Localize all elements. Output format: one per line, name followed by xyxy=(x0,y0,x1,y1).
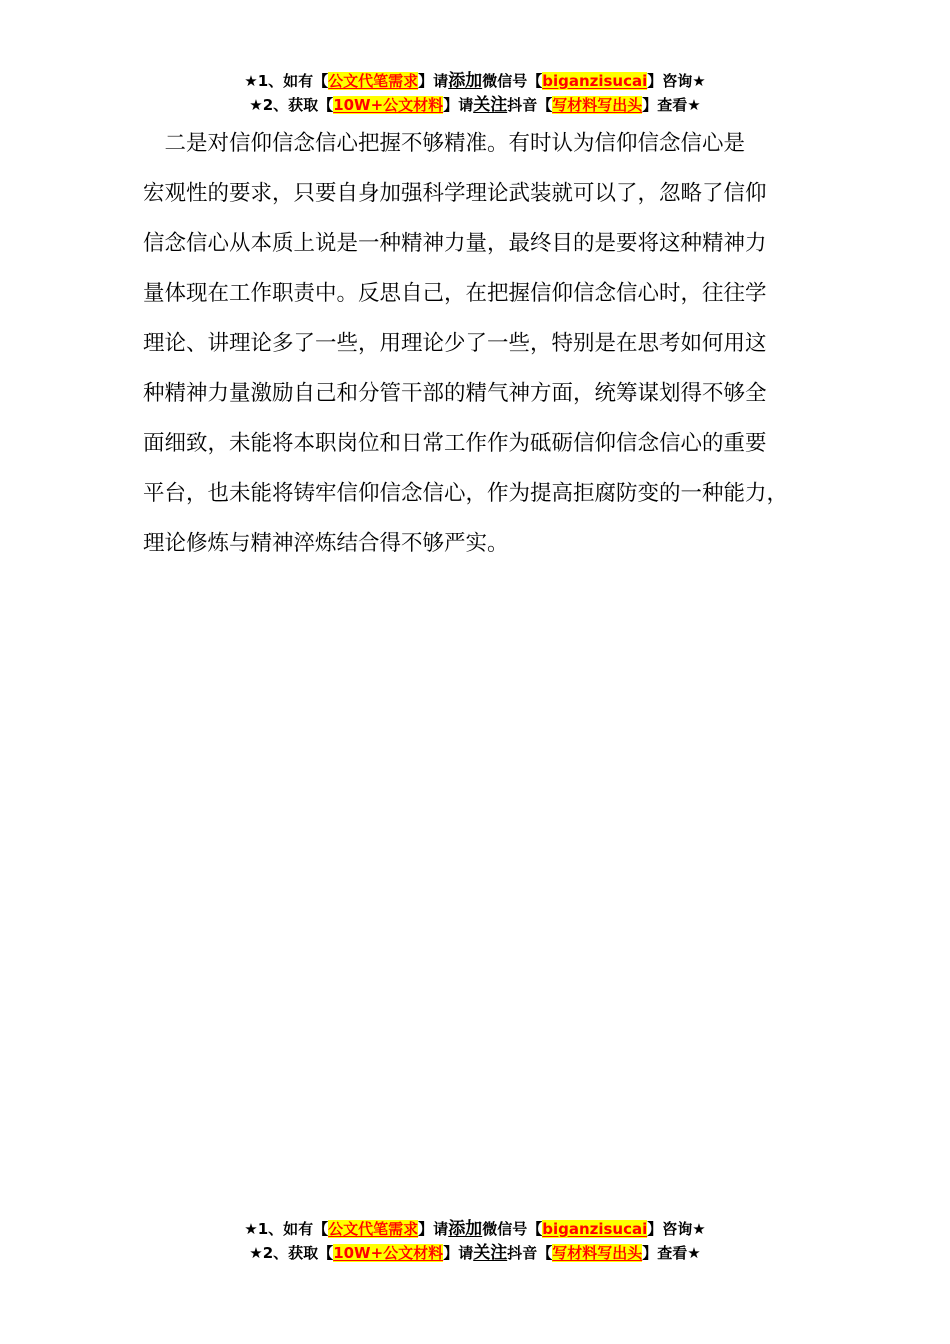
header-banner-line-2 xyxy=(0,93,950,117)
document-body xyxy=(143,119,843,569)
banner-text: ★2、获取【 xyxy=(249,1244,334,1262)
banner-text: 】查看★ xyxy=(642,1244,701,1262)
paragraph-line: 理论修炼与精神淬炼结合得不够严实。 xyxy=(143,531,509,556)
banner-emphasis: 关注 xyxy=(473,95,508,115)
banner-highlight: 10W+公文材料 xyxy=(333,96,444,114)
banner-highlight: biganzisucai xyxy=(542,72,648,90)
paragraph-line: 二是对信仰信念信心把握不够精准。有时认为信仰信念信心是 xyxy=(143,131,746,156)
banner-text: 】咨询★ xyxy=(647,1220,706,1238)
paragraph-line: 理论、讲理论多了一些，用理论少了一些，特别是在思考如何用这 xyxy=(143,331,767,356)
banner-text: 】咨询★ xyxy=(647,72,706,90)
banner-highlight: 公文代笔需求 xyxy=(328,72,419,90)
footer-banner-line-2 xyxy=(0,1241,950,1265)
paragraph-line: 量体现在工作职责中。反思自己，在把握信仰信念信心时，往往学 xyxy=(143,281,767,306)
footer-banner-line-1 xyxy=(0,1217,950,1241)
banner-highlight: 写材料写出头 xyxy=(552,96,643,114)
banner-text: 】请 xyxy=(418,1220,449,1238)
header-banner xyxy=(0,69,950,117)
banner-emphasis: 添加 xyxy=(448,71,483,91)
banner-highlight: biganzisucai xyxy=(542,1220,648,1238)
banner-text: ★2、获取【 xyxy=(249,96,334,114)
banner-text: 】请 xyxy=(443,96,474,114)
banner-text: ★1、如有【 xyxy=(244,1220,329,1238)
header-banner-line-1 xyxy=(0,69,950,93)
paragraph-line: 平台，也未能将铸牢信仰信念信心，作为提高拒腐防变的一种能力， xyxy=(143,481,789,506)
banner-text: 抖音【 xyxy=(507,96,553,114)
footer-banner xyxy=(0,1217,950,1265)
paragraph-line: 面细致，未能将本职岗位和日常工作作为砥砺信仰信念信心的重要 xyxy=(143,431,767,456)
banner-text: 微信号【 xyxy=(482,1220,543,1238)
banner-highlight: 公文代笔需求 xyxy=(328,1220,419,1238)
banner-emphasis: 关注 xyxy=(473,1243,508,1263)
banner-text: 微信号【 xyxy=(482,72,543,90)
banner-text: 抖音【 xyxy=(507,1244,553,1262)
paragraph-line: 信念信心从本质上说是一种精神力量，最终目的是要将这种精神力 xyxy=(143,231,767,256)
banner-highlight: 写材料写出头 xyxy=(552,1244,643,1262)
banner-text: 】请 xyxy=(443,1244,474,1262)
banner-text: ★1、如有【 xyxy=(244,72,329,90)
banner-highlight: 10W+公文材料 xyxy=(333,1244,444,1262)
paragraph-line: 宏观性的要求，只要自身加强科学理论武装就可以了，忽略了信仰 xyxy=(143,181,767,206)
banner-emphasis: 添加 xyxy=(448,1219,483,1239)
banner-text: 】查看★ xyxy=(642,96,701,114)
banner-text: 】请 xyxy=(418,72,449,90)
paragraph-line: 种精神力量激励自己和分管干部的精气神方面，统筹谋划得不够全 xyxy=(143,381,767,406)
